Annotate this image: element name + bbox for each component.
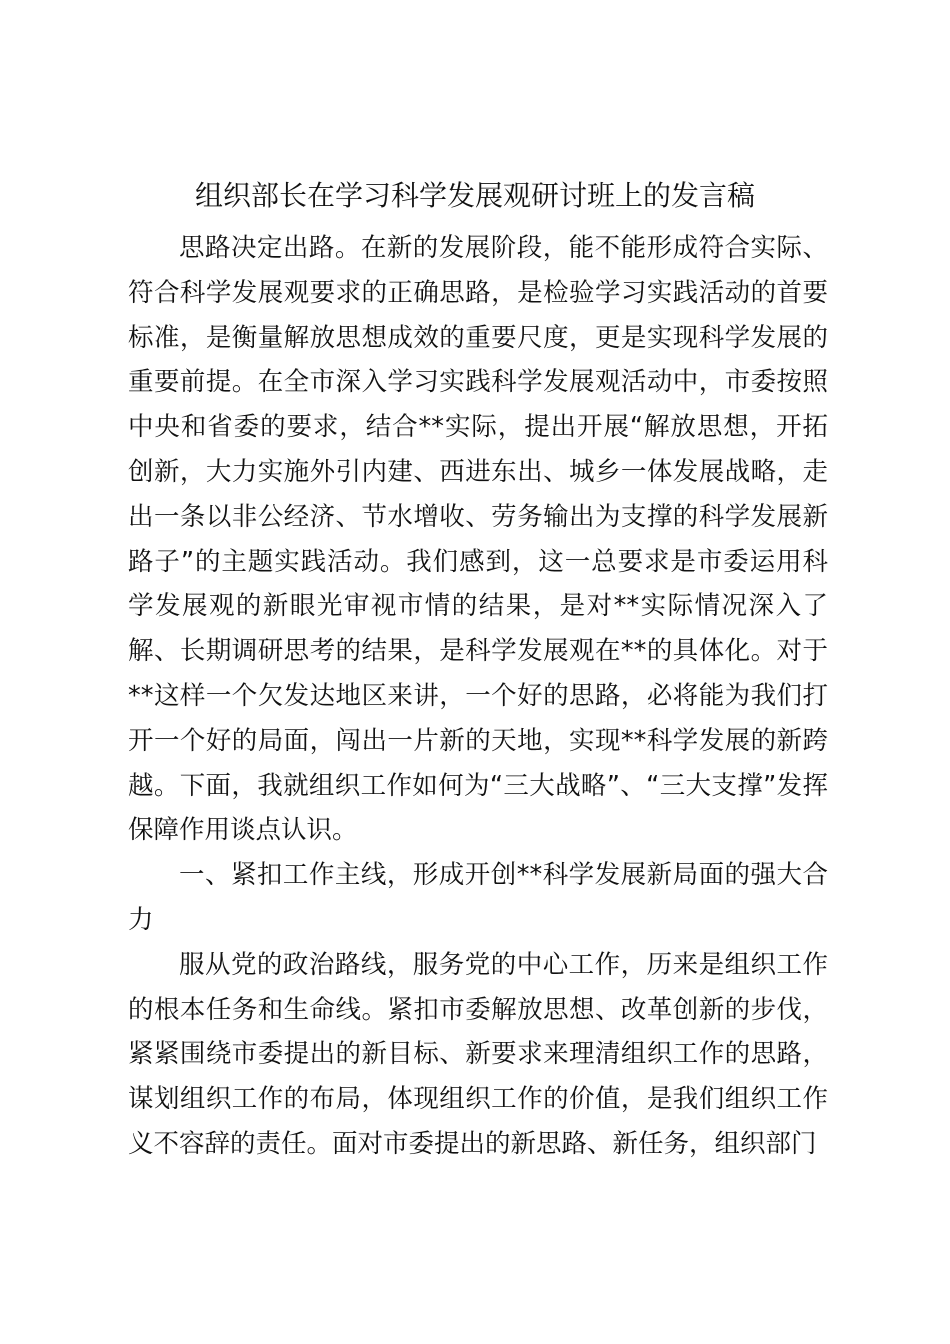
paragraph-section-1: 服从党的政治路线，服务党的中心工作，历来是组织工作的根本任务和生命线。紧扣市委解放思想、改革创新的步伐，紧紧围绕市委提出的新目标、新要求来理清组织工作的思路，谋划组织工作的布局，体现组织工作的价值，是我们组织工作义不容辞的责任。面对市委提出的新思路、新任务，组织部门 [128,949,828,1159]
document-title: 组织部长在学习科学发展观研讨班上的发言稿 [194,179,755,212]
paragraph-intro: 思路决定出路。在新的发展阶段，能不能形成符合实际、符合科学发展观要求的正确思路，是检验学习实践活动的首要标准，是衡量解放思想成效的重要尺度，更是实现科学发展的重要前提。在全市深入学习实践科学发展观活动中，市委按照中央和省委的要求，结合**实际，提出开展“解放思想，开拓创新，大力实施外引内建、西进东出、城乡一体发展战略，走出一条以非公经济、节水增收、劳务输出为支撑的科学发展新路子”的主题实践活动。我们感到，这一总要求是市委运用科学发展观的新眼光审视市情的结果，是对**实际情况深入了解、长期调研思考的结果，是科学发展观在**的具体化。对于**这样一个欠发达地区来讲，一个好的思路，必将能为我们打开一个好的局面，闯出一片新的天地，实现**科学发展的新跨越。下面，我就组织工作如何为“三大战略”、“三大支撑”发挥保障作用谈点认识。 [128,233,828,846]
section-heading-1: 一、紧扣工作主线，形成开创**科学发展新局面的强大合力 [128,860,828,935]
document-body [128,226,828,1167]
